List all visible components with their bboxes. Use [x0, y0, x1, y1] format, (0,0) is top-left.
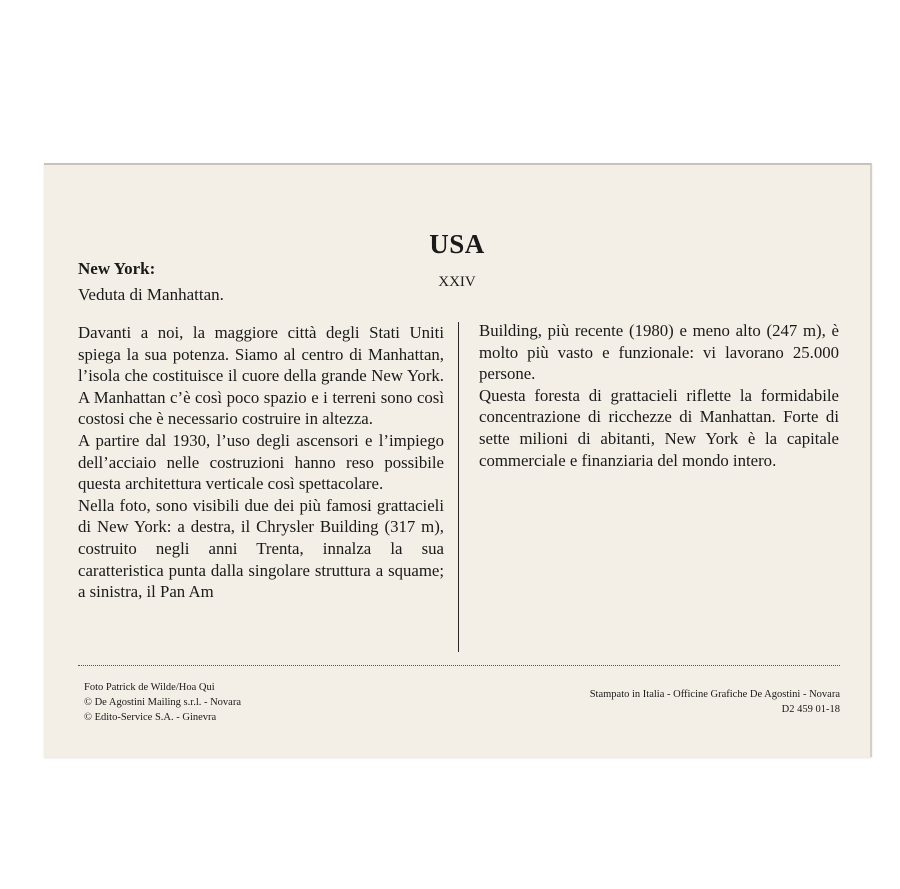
right-text-column	[479, 320, 839, 471]
credit-line: Foto Patrick de Wilde/Hoa Qui	[84, 682, 215, 693]
printer-line: Stampato in Italia - Officine Grafiche De Agostini - Novara	[589, 689, 840, 700]
credit-line: © De Agostini Mailing s.r.l. - Novara	[84, 697, 242, 708]
paragraph: Building, più recente (1980) e meno alto (247 m), è molto più vasto e funzionale: vi lavorano 25.000 persone.	[479, 321, 839, 384]
paragraph: A partire dal 1930, l’uso degli ascensori e l’impiego dell’acciaio nelle costruzioni hanno reso possibile questa architettura verticale così spettacolare.	[78, 430, 444, 494]
country-heading: USA	[429, 229, 485, 259]
place-subtitle: Veduta di Manhattan.	[78, 285, 224, 304]
print-code: D2 459 01-18	[781, 704, 840, 715]
photo-credits	[84, 680, 241, 725]
dotted-divider	[78, 665, 840, 666]
paragraph: Davanti a noi, la maggiore città degli Stati Uniti spiega la sua potenza. Siamo al centro di Manhattan, l’isola che costituisce il cuore della grande New York. A Manhattan c’è così poco spazio e i terreni sono così costosi che è necessario costruire in altezza.	[78, 323, 444, 429]
printer-info	[590, 687, 840, 717]
column-divider	[458, 322, 459, 652]
place-title: New York:	[78, 259, 156, 278]
left-text-column	[78, 322, 444, 603]
card-number: XXIV	[438, 274, 476, 290]
paragraph: Nella foto, sono visibili due dei più famosi grattacieli di New York: a destra, il Chrysler Building (317 m), costruito negli anni Trenta, innalza la sua caratteristica punta dalla singolare struttura a squame; a sinistra, il Pan Am	[78, 495, 444, 602]
paragraph: Questa foresta di grattacieli riflette la formidabile concentrazione di ricchezze di Manhattan. Forte di sette milioni di abitanti, New York è la capitale commerciale e finanziaria del mondo intero.	[479, 385, 839, 470]
postcard-back	[44, 163, 872, 757]
credit-line: © Edito-Service S.A. - Ginevra	[84, 712, 217, 723]
